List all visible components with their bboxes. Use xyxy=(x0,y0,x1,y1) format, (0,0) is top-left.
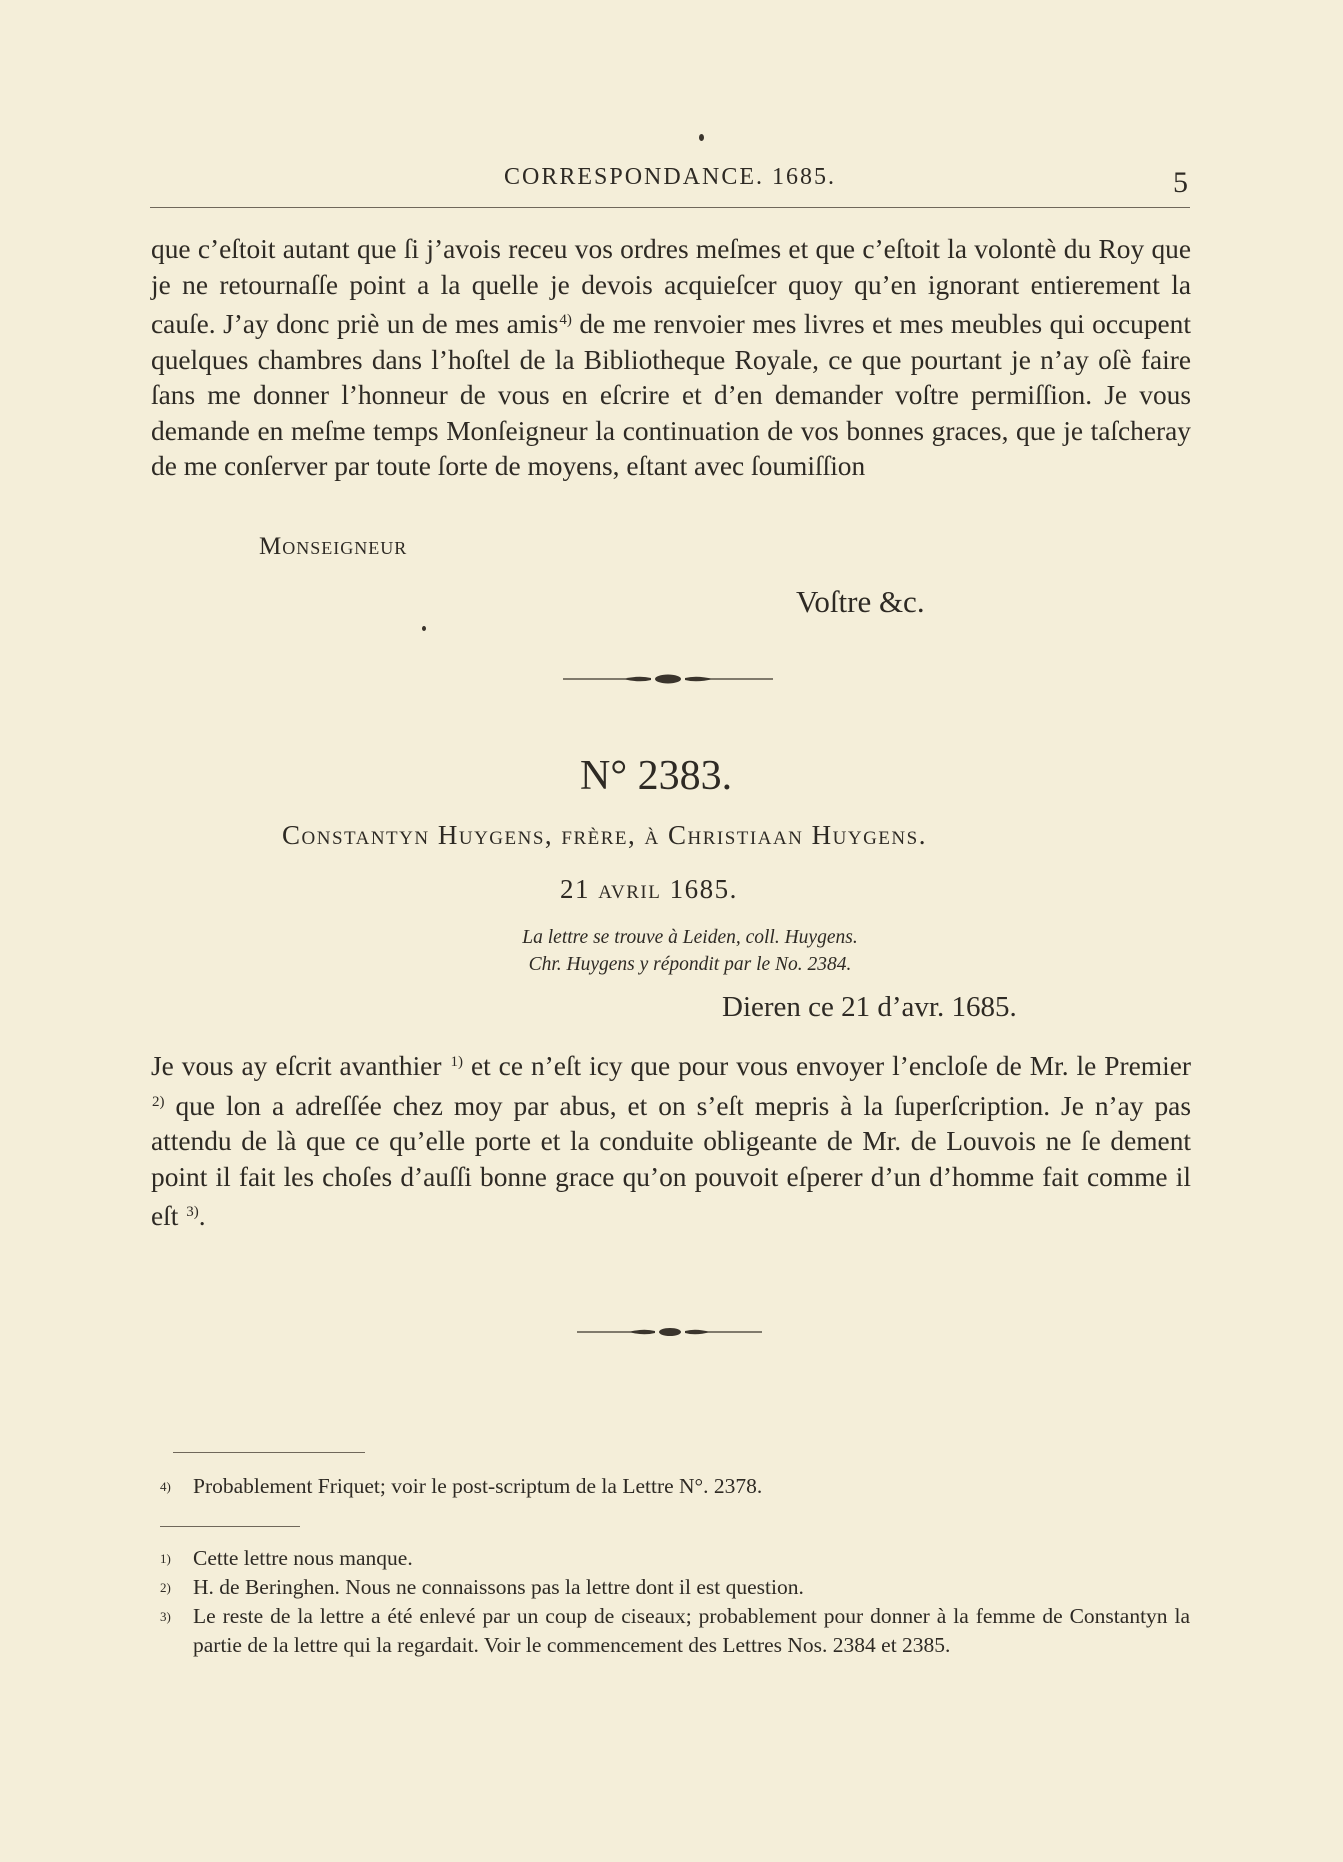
footnote-ref-1: 1) xyxy=(450,1054,463,1070)
letter-body-paragraph xyxy=(151,232,1191,485)
ornament-divider-icon xyxy=(563,672,773,686)
footnote-ref-4: 4) xyxy=(559,312,572,328)
footnote-rule xyxy=(173,1452,365,1453)
source-note-line2: Chr. Huygens y répondit par le No. 2384. xyxy=(528,954,852,975)
footnote-text: Probablement Friquet; voir le post-scriptum de la Lettre N°. 2378. xyxy=(193,1474,763,1498)
letter-title: Constantyn Huygens, frère, à Christiaan Huygens. xyxy=(282,820,927,850)
page-number: 5 xyxy=(1173,166,1188,199)
running-head: CORRESPONDANCE. 1685. xyxy=(504,164,837,190)
footnote-text: Cette lettre nous manque. xyxy=(193,1546,413,1570)
footnote-mark: 4) xyxy=(160,1479,171,1494)
footnote-rule xyxy=(160,1526,300,1527)
letter-closing: Voſtre &c. xyxy=(796,584,925,619)
salutation: Monseigneur xyxy=(259,533,408,560)
letter2-body-seg1: Je vous ay eſcrit avanthier xyxy=(151,1051,442,1081)
header-dot-mark xyxy=(699,134,704,141)
letter-date: 21 avril 1685. xyxy=(560,874,738,904)
letter-body-part2: de me renvoier mes livres et mes meubles qui occupent quelques chambres dans l’hoſtel de la Bibliotheque Royale, ce que pourtant je n’ay oſè faire ſans me donner l’honneur de vous en eſcrire et d’en demander voſtre permiſſion. Je vous demande en meſme temps Monſeigneur la continuation de vos bonnes graces, que je taſcheray de me conſerver par toute ſorte de moyens, eſtant avec ſoumiſſion xyxy=(151,309,1191,481)
footnote-mark: 1) xyxy=(160,1551,171,1566)
source-note-line1: La lettre se trouve à Leiden, coll. Huygens. xyxy=(522,927,858,948)
letter2-body-paragraph xyxy=(151,1045,1191,1235)
footnote-ref-2: 2) xyxy=(152,1093,165,1110)
footnote-mark: 3) xyxy=(160,1609,171,1624)
footnote-mark: 2) xyxy=(160,1580,171,1595)
footnote-text: Le reste de la lettre a été enlevé par un coup de ciseaux; probablement pour donner à la femme de Constantyn la partie de la lettre qui la regardait. Voir le commencement des Lettres Nos. 2384 et 2385. xyxy=(193,1604,1190,1657)
footnote-ref-3: 3) xyxy=(186,1204,199,1220)
ornament-divider-icon xyxy=(577,1325,762,1339)
header-rule xyxy=(150,207,1190,208)
letter2-body-seg2: et ce n’eſt icy que pour vous envoyer l’encloſe de Mr. le Premier xyxy=(470,1051,1191,1081)
stray-ink-dot xyxy=(422,626,426,631)
letter2-body-seg4: . xyxy=(198,1201,206,1231)
footnote-3 xyxy=(160,1602,1190,1660)
letter-dateline: Dieren ce 21 d’avr. 1685. xyxy=(722,991,1017,1023)
letter2-body-seg3: que lon a adreſſée chez moy par abus, et on s’eſt mepris à la ſuperſcription. Je n’ay pas attendu de là que ce qu’elle porte et la conduite obligeante de Mr. de Louvois ne ſe dement point il fait les choſes d’auſſi bonne grace qu’on pouvoit eſperer d’un d’homme fait comme il eſt xyxy=(151,1090,1191,1231)
footnote-text: H. de Beringhen. Nous ne connaissons pas la lettre dont il est question. xyxy=(193,1575,804,1599)
footnote-4 xyxy=(160,1472,1190,1506)
letter-number: N° 2383. xyxy=(580,753,733,799)
letter-body-part1: que c’eſtoit autant que ſi j’avois receu vos ordres meſmes et que c’eſtoit la volontè du Roy que je ne retournaſſe point a la quelle je devois acquieſcer quoy qu’en ignorant entierement la cauſe. J’ay donc priè un de mes amis xyxy=(151,234,1191,339)
